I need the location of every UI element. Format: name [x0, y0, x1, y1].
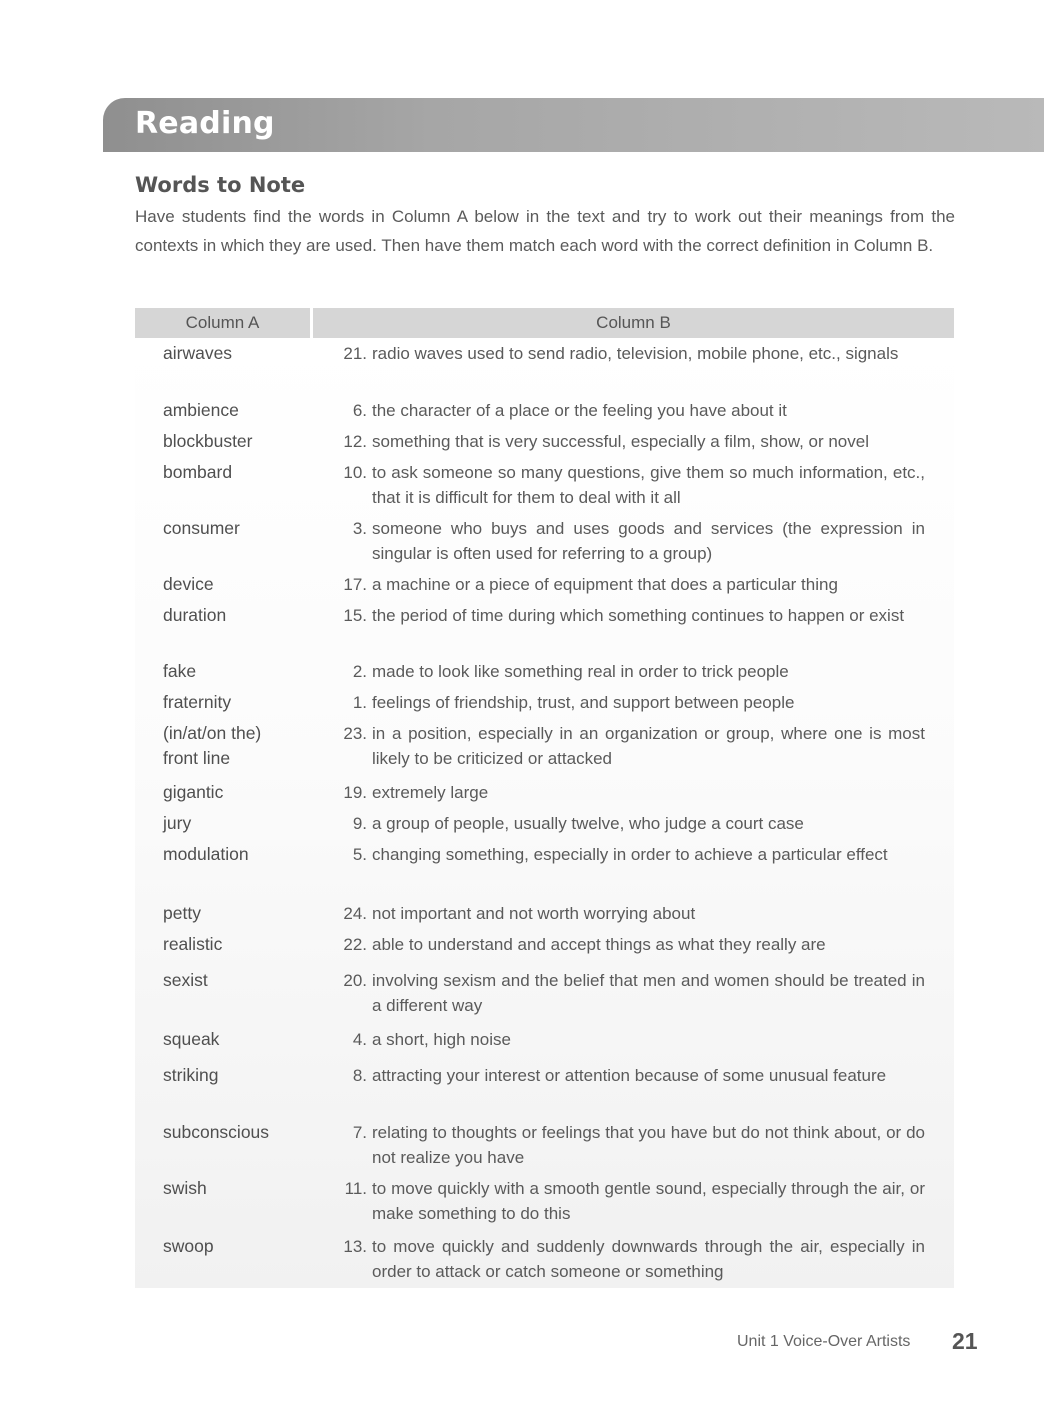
column-b-definition: involving sexism and the belief that men and women should be treated in a different way: [372, 971, 925, 1015]
column-b-definition: able to understand and accept things as what they really are: [372, 935, 826, 954]
definition-number: 24.: [343, 904, 367, 923]
page-number: 21: [952, 1328, 978, 1354]
definition-number: 11.: [344, 1179, 367, 1198]
column-a-term: jury: [163, 813, 192, 833]
column-b-definition: extremely large: [372, 783, 489, 802]
definition-number: 7.: [352, 1123, 367, 1142]
column-b-definition: feelings of friendship, trust, and support between people: [372, 693, 795, 712]
definition-number: 6.: [352, 401, 367, 420]
column-b-definition: someone who buys and uses goods and services (the expression in singular is often used for referring to a group): [372, 519, 925, 563]
definition-number: 4.: [352, 1030, 367, 1049]
column-a-term: fake: [163, 661, 197, 681]
definition-number: 1.: [352, 693, 367, 712]
reading-banner: [103, 98, 1044, 152]
column-a-term: bombard: [163, 462, 233, 482]
column-a-term: (in/at/on the) front line: [163, 723, 262, 768]
column-a-term: device: [163, 574, 214, 594]
column-a-term: squeak: [163, 1029, 220, 1049]
column-b-definition: made to look like something real in order to trick people: [372, 662, 789, 681]
column-a-term: ambience: [163, 400, 239, 420]
definition-number: 23.: [343, 724, 367, 743]
column-a-term: fraternity: [163, 692, 232, 712]
column-a-term: gigantic: [163, 782, 224, 802]
column-b-definition: not important and not worth worrying about: [372, 904, 696, 923]
definition-number: 8.: [352, 1066, 367, 1085]
column-b-definition: something that is very successful, especially a film, show, or novel: [372, 432, 869, 451]
definition-number: 3.: [352, 519, 367, 538]
definition-number: 22.: [343, 935, 367, 954]
column-b-definition: to move quickly with a smooth gentle sound, especially through the air, or make something to do this: [372, 1179, 925, 1223]
column-b-definition: a machine or a piece of equipment that does a particular thing: [372, 575, 838, 594]
column-a-term: airwaves: [163, 343, 233, 363]
vocabulary-table: [135, 308, 954, 1288]
column-a-term: realistic: [163, 934, 223, 954]
definition-number: 19.: [343, 783, 367, 802]
definition-number: 17.: [343, 575, 367, 594]
footer-unit-title: Unit 1 Voice-Over Artists: [737, 1333, 911, 1350]
definition-number: 9.: [352, 814, 367, 833]
column-b-definition: to ask someone so many questions, give them so much information, etc., that it is difficult for them to deal with it all: [372, 463, 925, 507]
column-a-header: Column A: [135, 308, 310, 338]
definition-number: 10.: [343, 463, 367, 482]
column-b-definition: to move quickly and suddenly downwards through the air, especially in order to attack or catch someone or something: [372, 1237, 925, 1281]
section-title: Words to Note: [135, 173, 306, 197]
column-a-term: swoop: [163, 1236, 214, 1256]
definition-number: 15.: [343, 606, 367, 625]
column-a-term: modulation: [163, 844, 249, 864]
column-b-definition: the character of a place or the feeling you have about it: [372, 401, 787, 420]
column-b-definition: a short, high noise: [372, 1030, 511, 1049]
definition-number: 2.: [352, 662, 367, 681]
column-b-definition: radio waves used to send radio, television, mobile phone, etc., signals: [372, 344, 899, 363]
column-a-term: swish: [163, 1178, 207, 1198]
column-b-definition: relating to thoughts or feelings that you have but do not think about, or do not realize you have: [372, 1123, 925, 1167]
banner-title: Reading: [135, 106, 275, 141]
definition-number: 21.: [343, 344, 367, 363]
column-a-term: blockbuster: [163, 431, 253, 451]
column-a-term: sexist: [163, 970, 208, 990]
definition-number: 5.: [352, 845, 367, 864]
column-a-term: petty: [163, 903, 201, 923]
column-b-definition: attracting your interest or attention because of some unusual feature: [372, 1066, 887, 1085]
definition-number: 12.: [343, 432, 367, 451]
column-a-term: subconscious: [163, 1122, 270, 1142]
column-a-term: striking: [163, 1065, 219, 1085]
column-b-definition: the period of time during which something continues to happen or exist: [372, 606, 905, 625]
column-a-term: duration: [163, 605, 227, 625]
column-b-header: Column B: [313, 308, 954, 338]
column-b-definition: a group of people, usually twelve, who judge a court case: [372, 814, 804, 833]
column-b-definition: changing something, especially in order to achieve a particular effect: [372, 845, 888, 864]
definition-number: 13.: [343, 1237, 367, 1256]
section-intro: Have students find the words in Column A below in the text and try to work out their meanings from the contexts in which they are used. Then have them match each word with the correct definition in Column B.: [135, 207, 955, 255]
column-a-term: consumer: [163, 518, 240, 538]
column-b-definition: in a position, especially in an organization or group, where one is most likely to be criticized or attacked: [372, 724, 925, 768]
definition-number: 20.: [343, 971, 367, 990]
